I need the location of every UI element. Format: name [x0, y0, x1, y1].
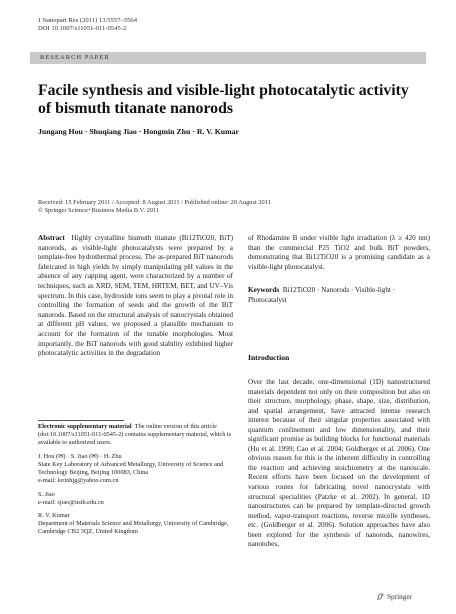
introduction-heading: Introduction [248, 353, 290, 362]
abstract-continued-text: of Rhodamine B under visible light irradiation (λ ≥ 420 nm) than the commercial P25 TiO2 and bulk BiT powders, demonstrating that Bi12TiO20 is a promising candidate as a visible-light photocatalyst. [248, 234, 430, 271]
affiliation-3: R. V. Kumar Department of Materials Science and Metallurgy, University of Cambridge, Cambridge CB2 3QZ, United Kingdom [38, 512, 229, 536]
keywords-label: Keywords [248, 286, 280, 294]
springer-horse-icon [376, 592, 385, 601]
footnote-rule [38, 420, 124, 421]
keywords [248, 286, 430, 305]
affiliation-2: S. Jiao e-mail: sjiao@ustb.edu.cn [38, 490, 104, 506]
publication-history [38, 199, 428, 216]
abstract-text: Highly crystalline bismuth titanate (Bi12TiO20, BiT) nanorods, as visible-light photocatalysts were prepared by a template-free hydrothermal process. The as-prepared BiT nanorods fabricated in high yields by simply manipulating pH values in the absence of any capping agent, were characterized by a number of techniques, such as XRD, SEM, TEM, HRTEM, BET, and UV–Vis spectrum. In this case, hydroxide ions seem to play a pivotal role in controlling the formation of seeds and the growth of the BiT nanorods. Based on the structural analysis of nanocrystals obtained at different pH values, we proposed a plausible mechanism to account for the formation of the tunable morphologies. Most importantly, the BiT nanorods with good stability exhibited higher photocatalytic activities in the degradation [38, 234, 233, 358]
abstract-label: Abstract [38, 234, 65, 242]
affiliations [38, 453, 233, 542]
esm-note [38, 423, 233, 447]
publisher-mark [376, 592, 412, 601]
introduction-text: Over the last decade, one-dimensional (1D) nanostructured materials dependent not only on their composition but also on their structure, morphology, phase, shape, size, distribution, and spatial arrangement, have attracted intense research interest because of their singular properties associated with quantum confinement and low dimensionality, and their significant promise as building blocks for functional materials (Hu et al. 1999; Cao et al. 2004; Goldberger et al. 2006). One obvious reason for this is the inherent difficulty in controlling the reaction and achieving stoichiometry at the nanoscale. Recent efforts have been focused on the development of various routes for fabricating novel nanocrystals with structural specialities (Patzke et al. 2002). In general, 1D nanostructures can be prepared by template-directed growth method, vapor-transport reactions, reverse micelle syntheses, etc. (Goldberger et al. 2006). Solution approaches have also been explored for the synthesis of nanorods, nanowires, nanotubes, [248, 378, 430, 549]
abstract [38, 234, 233, 359]
journal-header [38, 17, 137, 33]
publisher-name: Springer [387, 592, 413, 601]
journal-citation: J Nanopart Res (2011) 13:5557–5564 [38, 17, 138, 24]
abstract-continued [248, 234, 430, 272]
esm-text: The online version of this article (doi:10.1007/s11051-011-0545-2) contains supplementary material, which is available to authorized users. [38, 423, 232, 446]
section-band [30, 52, 426, 64]
copyright-line: © Springer Science+Business Media B.V. 2011 [38, 207, 160, 215]
esm-label: Electronic supplementary material [38, 423, 132, 430]
section-band-label: RESEARCH PAPER [40, 54, 110, 61]
article-title: Facile synthesis and visible-light photocatalytic activity of bismuth titanate nanorods [38, 82, 409, 117]
article-doi: DOI 10.1007/s11051-011-0545-2 [38, 25, 127, 33]
author-list: Jungang Hou · Shuqiang Jiao · Hongmin Zhu · R. V. Kumar [38, 127, 239, 136]
keywords-text: Bi12TiO20 · Nanorods · Visible-light · Photocatalyst [248, 286, 396, 304]
history-dates: Received: 15 February 2011 / Accepted: 8 August 2011 / Published online: 20 August 2011 [38, 199, 271, 206]
affiliation-1: J. Hou (✉) · S. Jiao (✉) · H. Zhu State Key Laboratory of Advanced Metallurgy, University of Science and Technology Beijing, Beijing 100083, China e-mail: lorinhjg@yahoo.com.cn [38, 453, 224, 484]
